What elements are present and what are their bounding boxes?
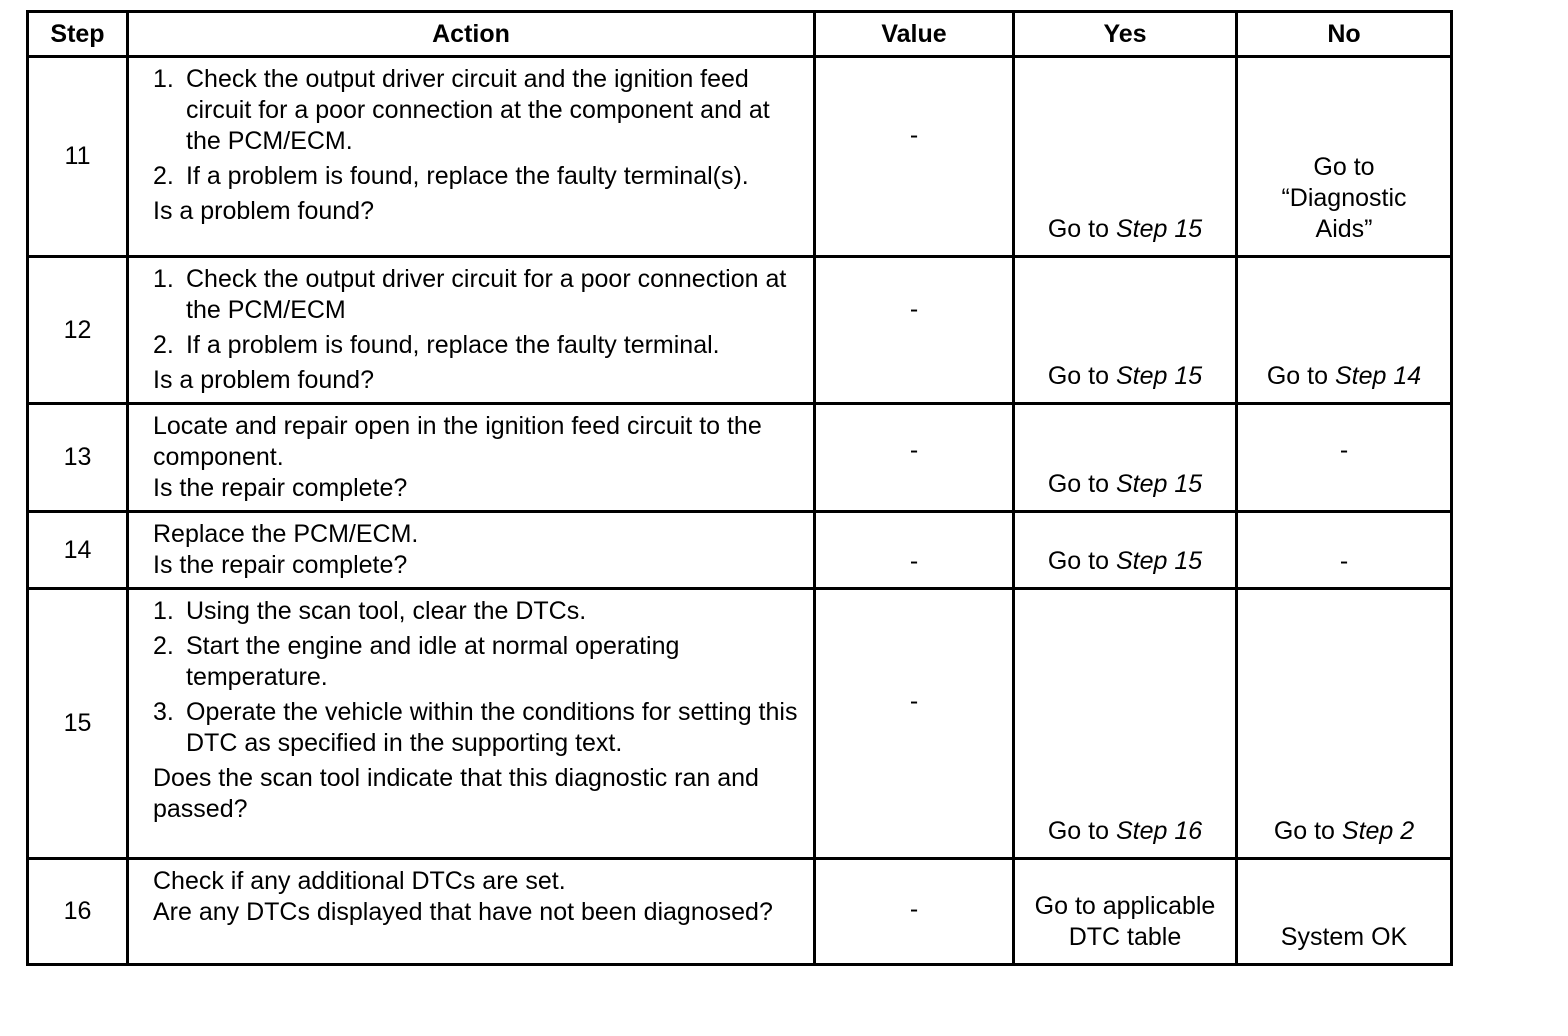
action-item bbox=[153, 161, 805, 192]
value-cell bbox=[815, 257, 1014, 404]
action-cell bbox=[128, 512, 815, 589]
yes-step-ref: Step 15 bbox=[1115, 215, 1203, 243]
step-number: 13 bbox=[28, 404, 128, 512]
header-row bbox=[28, 12, 1452, 57]
action-item-text: Start the engine and idle at normal operating temperature. bbox=[186, 632, 680, 691]
action-cell bbox=[128, 404, 815, 512]
action-item-text: Using the scan tool, clear the DTCs. bbox=[186, 597, 587, 625]
value-text: - bbox=[909, 121, 919, 149]
action-item-text: If a problem is found, replace the faulty terminal. bbox=[186, 331, 720, 359]
no-text: - bbox=[1339, 436, 1349, 464]
step-number: 15 bbox=[28, 589, 128, 859]
action-item-number: 1. bbox=[153, 65, 174, 93]
action-item-number: 1. bbox=[153, 265, 174, 293]
action-cell bbox=[128, 589, 815, 859]
action-item-number: 3. bbox=[153, 698, 174, 726]
value-cell bbox=[815, 57, 1014, 257]
value-text: - bbox=[909, 895, 919, 923]
yes-prefix: Go to bbox=[1047, 817, 1116, 845]
action-cell bbox=[128, 57, 815, 257]
action-text: Check if any additional DTCs are set. bbox=[153, 867, 566, 895]
table-row bbox=[28, 257, 1452, 404]
yes-prefix: Go to bbox=[1047, 362, 1116, 390]
no-cell bbox=[1237, 589, 1452, 859]
table-row bbox=[28, 859, 1452, 965]
no-prefix: Go to bbox=[1273, 817, 1342, 845]
yes-cell bbox=[1014, 589, 1237, 859]
yes-cell bbox=[1014, 404, 1237, 512]
yes-cell bbox=[1014, 257, 1237, 404]
header-value: Value bbox=[815, 12, 1014, 57]
action-question: Is a problem found? bbox=[153, 366, 374, 394]
action-item-number: 2. bbox=[153, 331, 174, 359]
value-cell bbox=[815, 404, 1014, 512]
value-cell bbox=[815, 512, 1014, 589]
step-number: 14 bbox=[28, 512, 128, 589]
yes-step-ref: Step 15 bbox=[1115, 470, 1203, 498]
no-cell bbox=[1237, 404, 1452, 512]
action-item-number: 2. bbox=[153, 632, 174, 660]
action-item bbox=[153, 264, 805, 326]
no-cell bbox=[1237, 57, 1452, 257]
table-row bbox=[28, 404, 1452, 512]
action-item-text: If a problem is found, replace the faulty terminal(s). bbox=[186, 162, 749, 190]
yes-prefix: Go to bbox=[1047, 470, 1116, 498]
table-row bbox=[28, 57, 1452, 257]
value-cell bbox=[815, 859, 1014, 965]
value-text: - bbox=[909, 436, 919, 464]
step-number: 16 bbox=[28, 859, 128, 965]
action-item-text: Operate the vehicle within the conditions for setting this DTC as specified in the supporting text. bbox=[186, 698, 798, 757]
diagnostic-table bbox=[26, 10, 1453, 966]
action-cell bbox=[128, 859, 815, 965]
action-item-number: 1. bbox=[153, 597, 174, 625]
no-step-ref: Step 2 bbox=[1341, 817, 1415, 845]
yes-step-ref: Step 15 bbox=[1115, 547, 1203, 575]
header-no: No bbox=[1237, 12, 1452, 57]
action-item bbox=[153, 64, 805, 157]
action-cell bbox=[128, 257, 815, 404]
action-question: Is a problem found? bbox=[153, 197, 374, 225]
value-text: - bbox=[909, 547, 919, 575]
action-item-text: Check the output driver circuit and the ignition feed circuit for a poor connection at the component and at the PCM/ECM. bbox=[186, 65, 770, 155]
action-question: Does the scan tool indicate that this diagnostic ran and passed? bbox=[153, 764, 759, 823]
action-question: Are any DTCs displayed that have not been diagnosed? bbox=[153, 898, 773, 926]
action-item-number: 2. bbox=[153, 162, 174, 190]
action-item bbox=[153, 697, 805, 759]
yes-step-ref: Step 15 bbox=[1115, 362, 1203, 390]
value-text: - bbox=[909, 295, 919, 323]
value-text: - bbox=[909, 687, 919, 715]
step-number: 11 bbox=[28, 57, 128, 257]
no-text: Go to “Diagnostic Aids” bbox=[1281, 153, 1407, 243]
no-cell bbox=[1237, 257, 1452, 404]
yes-cell bbox=[1014, 859, 1237, 965]
action-text: Replace the PCM/ECM. bbox=[153, 520, 419, 548]
action-item bbox=[153, 596, 805, 627]
action-item-text: Check the output driver circuit for a poor connection at the PCM/ECM bbox=[186, 265, 787, 324]
no-cell bbox=[1237, 512, 1452, 589]
no-step-ref: Step 14 bbox=[1334, 362, 1422, 390]
no-prefix: Go to bbox=[1266, 362, 1335, 390]
yes-cell bbox=[1014, 512, 1237, 589]
yes-cell bbox=[1014, 57, 1237, 257]
yes-prefix: Go to bbox=[1047, 547, 1116, 575]
action-item bbox=[153, 631, 805, 693]
action-item bbox=[153, 330, 805, 361]
no-text: System OK bbox=[1280, 923, 1408, 951]
step-number: 12 bbox=[28, 257, 128, 404]
header-step: Step bbox=[28, 12, 128, 57]
yes-prefix: Go to bbox=[1047, 215, 1116, 243]
yes-text: Go to applicable DTC table bbox=[1034, 892, 1216, 951]
no-text: - bbox=[1339, 547, 1349, 575]
header-yes: Yes bbox=[1014, 12, 1237, 57]
table-row bbox=[28, 589, 1452, 859]
action-question: Is the repair complete? bbox=[153, 474, 408, 502]
yes-step-ref: Step 16 bbox=[1115, 817, 1203, 845]
action-text: Locate and repair open in the ignition feed circuit to the component. bbox=[153, 412, 762, 471]
action-question: Is the repair complete? bbox=[153, 551, 408, 579]
header-action: Action bbox=[128, 12, 815, 57]
no-cell bbox=[1237, 859, 1452, 965]
value-cell bbox=[815, 589, 1014, 859]
table-row bbox=[28, 512, 1452, 589]
